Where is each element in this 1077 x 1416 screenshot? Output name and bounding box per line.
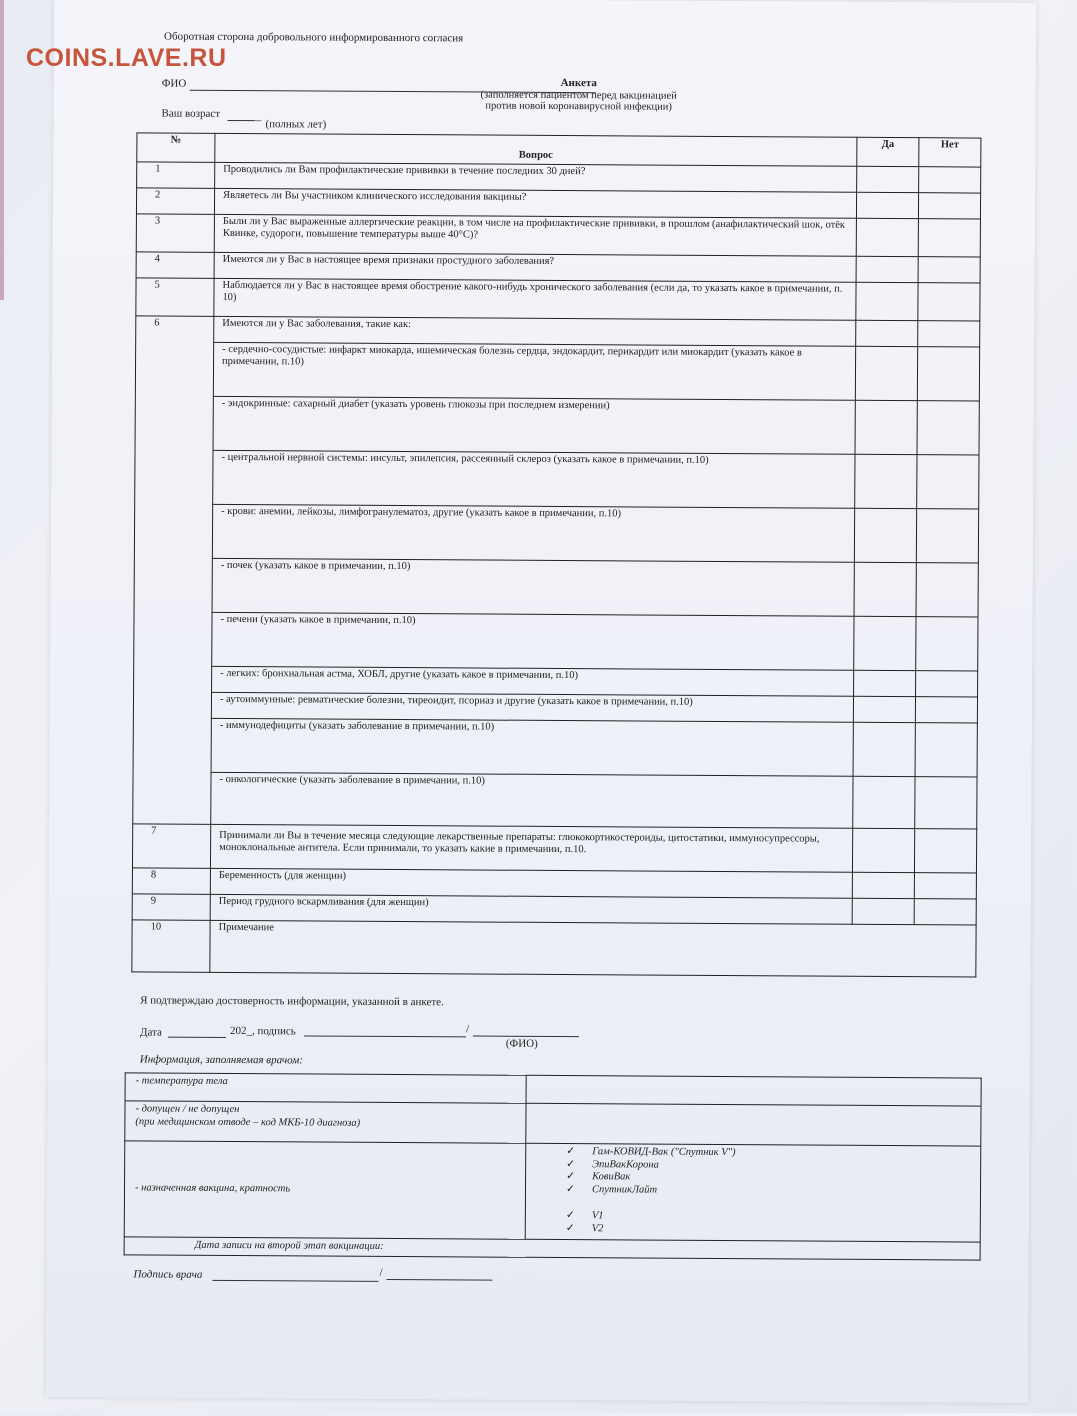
questionnaire-table [131,132,981,977]
sub-row [133,771,977,828]
question-text: Наблюдается ли у Вас в настоящее время обострение какого-нибудь хронического заболевания (если да, то указать какое в примечании, п. 10) [214,278,856,320]
watermark: COINS.LAVE.RU [26,44,227,72]
confirmation-text: Я подтверждаю достоверность информации, указанной в анкете. [140,994,444,1009]
yes-cell[interactable] [856,218,918,256]
sub-question-text: - эндокринные: сахарный диабет (указать уровень глюкозы при последнем измерении) [213,396,855,454]
question-text: Были ли у Вас выраженные аллергические реакции, в том числе на профилактические прививки, в прошлом (анафилактический шок, отёк Квинке, судороги, повышение температуры выше 40°С)? [214,214,856,256]
check-icon: ✓ [565,1222,575,1234]
yes-cell[interactable] [852,898,914,924]
row-number: 10 [132,919,210,971]
col-question-header: Вопрос [215,133,857,165]
no-cell[interactable] [919,166,981,192]
vaccine-option[interactable]: ✓ СпутникЛайт [565,1183,658,1196]
year-signature-label: 202_, подпись [229,1024,296,1038]
notes-field[interactable]: Примечание [210,920,976,977]
no-cell[interactable] [918,192,980,218]
no-cell[interactable] [914,872,976,898]
row-number: 4 [136,251,214,277]
vaccine-option[interactable]: ✓ Гам-КОВИД-Вак ("Спутник V") [566,1146,736,1159]
vaccine-option[interactable]: ✓ ЭпиВакКорона [566,1158,659,1171]
document-sheet: Оборотная сторона добровольного информированного согласия ФИО Ваш возраст (полных лет) Анкета (заполняется пациентом перед вакцинацией против новой коронавирусной инфекции) № Вопрос Да Нет 1 Проводились ли Вам профилактические прививки в течение последних 30 дней? 2 Являетесь ли Вы участником клинического исследования вакцины? 3 Были ли у Вас выраженные аллергические реакции, в том числе на профилактические прививки, в прошлом (анафилактический шок, отёк Квинке, судороги, повышение температуры выше 40°С)? 4 Имеются ли у Вас в настоящее время признаки простудного заболевания? 5 Наблюдается ли у Вас в настоящее время обострение какого-нибудь хронического заболевания (если да, то указать какое в примечании, п. 10) 6 Имеются ли у Вас заболевания, такие как: - сердечно-сосудистые: инфаркт миокарда, ишемическая болезнь сердца, эндокардит, перикардит или миокардит (указать какое в примечании, п.10) - эндокринные: сахарный диабет (указать уровень глюкозы при последнем измерении) - центральной нервной системы: инсульт, эпилепсия, рассеянный склероз (указать какое в примечании, п.10) - крови: анемии, лейкозы, лимфогранулематоз, другие (указать какое в примечании, п.10) - почек (указать какое в примечании, п.10) - печени (указать какое в примечании, п.10) - легких: бронхиальная астма, ХОБЛ, другие (указать какое в примечании, п.10) - аутоиммунные: ревматические болезни, тиреоидит, псориаз и другие (указать какое в примечании, п.10) - иммунодефициты (указать заболевание в примечании, п.10) - онкологические (указать заболевание в примечании, п.10) 7 Принимали ли Вы в течение месяца следующие лекарственные препараты: глюкокортикостероиды, цитостатики, иммуносупрессоры, моноклональные антитела. Если принимали, то указать какие в примечании, п.10. 8 Беременность (для женщин) 9 Период грудного вскармливания (для женщин) 10 Примечание Я подтверждаю достоверность информации, указанной в анкете. Дата 202_, подпись / (ФИО) Информация, заполняемая врачом: - температура тела - допущен / не допущен (при медицинском отводе – код МКБ-10 диагноза) - назначенная вакцина, кратность ✓ Гам-КОВИД-Вак ("Спутник V") ✓ ЭпиВакКорона ✓ КовиВак ✓ СпутникЛайт ✓ V1 ✓ V2 Дата записи на второй этап вакцинации: Подпись врача / [0,0,1077,1416]
check-icon: ✓ [565,1183,575,1195]
check-icon: ✓ [566,1158,576,1170]
row-number: 8 [132,867,210,893]
no-cell[interactable] [915,722,977,776]
no-cell[interactable] [916,616,978,670]
no-cell[interactable] [918,320,980,346]
no-cell[interactable] [917,400,979,454]
vaccine-label: - назначенная вакцина, кратность [124,1141,526,1239]
table-row [136,277,980,320]
row-number: 3 [136,213,214,251]
admission-label [125,1101,526,1143]
sub-question-text: - крови: анемии, лейкозы, лимфогранулематоз, другие (указать какое в примечании, п.10) [212,504,854,562]
age-label: Ваш возраст [161,107,221,120]
sub-question-text: - печени (указать какое в примечании, п.10) [212,612,854,670]
doctor-row [125,1101,981,1146]
col-no-header: Нет [919,138,981,167]
no-cell[interactable] [915,776,977,828]
sub-question-text: - иммунодефициты (указать заболевание в примечании, п.10) [211,718,853,776]
question-text: Беременность (для женщин) [210,868,852,898]
sub-row [134,611,978,670]
yes-cell[interactable] [853,722,915,776]
yes-cell[interactable] [856,256,918,282]
row-number: 7 [132,823,210,867]
yes-cell[interactable] [853,696,915,722]
doctor-signature-label: Подпись врача [133,1268,203,1281]
admission-field[interactable] [526,1103,981,1146]
sub-row [135,449,979,508]
admission-label-line1: - допущен / не допущен [135,1103,240,1116]
sub-row [133,717,977,776]
question-text: Имеются ли у Вас в настоящее время признаки простудного заболевания? [214,252,856,282]
table-row [136,213,980,256]
no-cell[interactable] [918,256,980,282]
no-cell[interactable] [918,218,980,256]
yes-cell[interactable] [855,346,917,400]
yes-cell[interactable] [852,828,914,872]
sub-row [135,341,979,400]
yes-cell[interactable] [854,670,916,696]
form-subtitle-2: против новой коронавирусной инфекции) [485,100,672,113]
check-icon: ✓ [566,1171,575,1183]
sub-question-text: - почек (указать какое в примечании, п.10) [212,558,854,616]
sub-question-text: - аутоиммунные: ревматические болезни, тиреоидит, псориаз и другие (указать какое в примечании, п.10) [211,692,853,722]
dose-option[interactable]: ✓ V1 [565,1210,604,1222]
second-stage-date[interactable]: Дата записи на второй этап вакцинации: [124,1237,980,1260]
no-cell[interactable] [914,828,976,872]
no-cell[interactable] [916,670,978,696]
no-cell[interactable] [917,454,979,508]
sub-row [134,503,978,562]
question-text: Проводились ли Вам профилактические прививки в течение последних 30 дней? [215,162,857,192]
row-number: 6 [133,315,214,823]
sub-row [134,557,978,616]
sub-question-text: - легких: бронхиальная астма, ХОБЛ, другие (указать какое в примечании, п.10) [212,666,854,696]
table-row [132,919,976,976]
yes-cell[interactable] [854,616,916,670]
no-cell[interactable] [916,508,978,562]
fio-caption: (ФИО) [505,1037,538,1050]
no-cell[interactable] [917,346,979,400]
yes-cell[interactable] [853,776,915,828]
yes-cell[interactable] [854,508,916,562]
vaccine-options [525,1143,981,1242]
yes-cell[interactable] [852,872,914,898]
header-caption: Оборотная сторона добровольного информированного согласия [164,30,464,45]
yes-cell[interactable] [856,282,918,320]
row-number: 9 [132,893,210,919]
no-cell[interactable] [915,696,977,722]
no-cell[interactable] [914,898,976,924]
check-icon: ✓ [565,1210,575,1222]
yes-cell[interactable] [855,400,917,454]
sub-question-text: - сердечно-сосудистые: инфаркт миокарда, ишемическая болезнь сердца, эндокардит, перикардит или миокардит (указать какое в примечании, п.10) [213,342,855,400]
age-suffix: (полных лет) [265,118,327,131]
col-yes-header: Да [857,137,919,166]
doctor-table [124,1072,982,1260]
question-text: Период грудного вскармливания (для женщин) [210,894,852,924]
row-number: 5 [136,277,214,315]
age-field[interactable] [228,120,262,121]
yes-cell[interactable] [856,192,918,218]
row-number: 1 [137,161,215,187]
question-text: Являетесь ли Вы участником клинического исследования вакцины? [214,188,856,218]
col-num-header: № [137,133,215,162]
row-number: 2 [136,187,214,213]
sub-question-text: - онкологические (указать заболевание в примечании, п.10) [211,772,853,828]
sub-question-text: - центральной нервной системы: инсульт, эпилепсия, рассеянный склероз (указать какое в примечании, п.10) [213,450,855,508]
vaccine-option[interactable]: ✓ КовиВак [566,1171,631,1183]
no-cell[interactable] [918,282,980,320]
yes-cell[interactable] [855,454,917,508]
temperature-label: - температура тела [125,1073,526,1103]
question-text: Имеются ли у Вас заболевания, такие как: [214,316,856,346]
table-row [132,823,976,872]
date-label: Дата [139,1026,162,1039]
form-title: Анкета [560,76,597,90]
no-cell[interactable] [916,562,978,616]
fio-label: ФИО [161,77,187,90]
check-icon: ✓ [566,1146,576,1158]
form-subtitle-1: (заполняется пациентом перед вакцинацией [480,89,677,102]
admission-label-line2: (при медицинском отводе – код МКБ-10 диагноза) [135,1115,361,1129]
yes-cell[interactable] [854,562,916,616]
question-text: Принимали ли Вы в течение месяца следующие лекарственные препараты: глюкокортикостероиды, цитостатики, иммуносупрессоры, моноклональные антитела. Если принимали, то указать какие в примечании, п.10. [210,824,852,872]
sub-row [135,395,979,454]
yes-cell[interactable] [857,166,919,192]
dose-option[interactable]: ✓ V2 [565,1222,604,1234]
temperature-field[interactable] [526,1075,981,1106]
yes-cell[interactable] [856,320,918,346]
doctor-section-heading: Информация, заполняемая врачом: [139,1053,304,1067]
doctor-row [124,1141,981,1242]
